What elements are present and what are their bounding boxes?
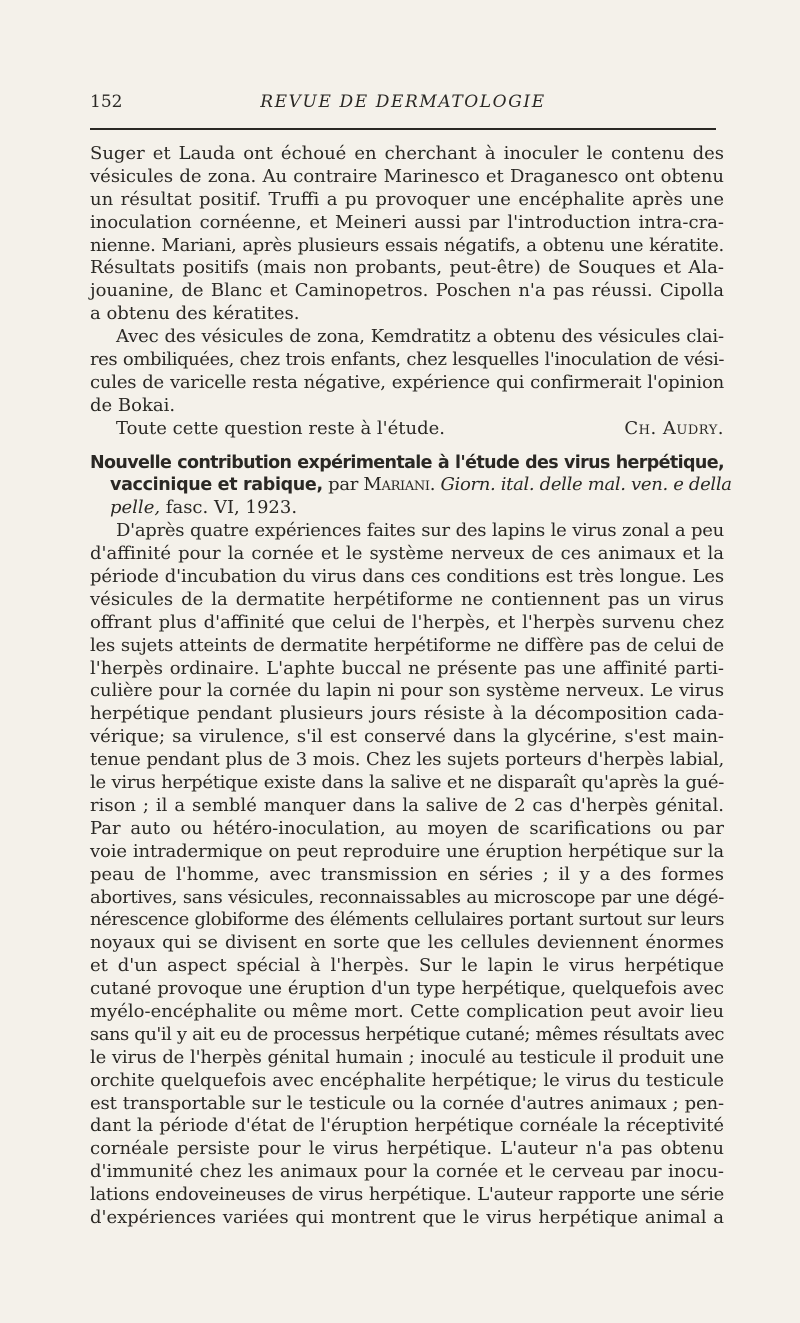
text-line: a obtenu des kératites. [90,303,300,325]
spacer [90,441,724,452]
journal-title: REVUE DE DERMATOLOGIE [260,92,546,112]
article-title-line-1: Nouvelle contribution expérimentale à l'étude des virus herpétique, [90,452,724,473]
section-2 [90,326,724,418]
section-1 [90,143,724,326]
citation-line [90,497,724,520]
closing-line [90,418,724,441]
header-rule [90,128,716,130]
text-line: l'herpès ordinaire. L'aphte buccal ne présente pas une affinité parti- [90,657,724,679]
article-body [90,520,724,1230]
issue: fasc. VI, 1923. [165,497,298,519]
text-line: d'immunité chez les animaux pour la cornée et le cerveau par inocu- [90,1161,724,1183]
text-line: le virus herpétique existe dans la salive et ne disparaît qu'après la gué- [90,772,724,794]
text-line: peau de l'homme, avec transmission en séries ; il y a des formes [90,863,724,885]
text-line: le virus de l'herpès génital humain ; inoculé au testicule il produit une [90,1046,724,1068]
text-line: cutané provoque une éruption d'un type herpétique, quelquefois avec [90,978,724,1000]
text-line: offrant plus d'affinité que celui de l'herpès, et l'herpès survenu chez [90,611,724,633]
text-line: abortives, sans vésicules, reconnaissables au microscope par une dégé- [90,886,724,908]
text-line: période d'incubation du virus dans ces conditions est très longue. Les [90,566,724,588]
text-line: herpétique pendant plusieurs jours résiste à la décomposition cada- [90,703,724,725]
article-title-line-2 [90,474,732,497]
article-title-cont: vaccinique et rabique, [110,475,323,496]
by-word: par [328,474,359,496]
text-line: cornéale persiste pour le virus herpétique. L'auteur n'a pas obtenu [90,1138,724,1160]
content [90,143,732,1230]
closing-text: Toute cette question reste à l'étude. [116,417,446,439]
author: Mariani. [363,474,436,496]
text-line: lations endoveineuses de virus herpétique. L'auteur rapporte une série [90,1184,724,1206]
journal-name-cont: pelle, [110,497,161,519]
text-line: vérique; sa virulence, s'il est conservé dans la glycérine, s'est main- [90,726,724,748]
text-line: un résultat positif. Truffi a pu provoquer une encéphalite après une [90,188,724,210]
text-line: dant la période d'état de l'éruption herpétique cornéale la réceptivité [90,1115,724,1137]
text-line: vésicules de zona. Au contraire Marinesco et Draganesco ont obtenu [90,165,724,187]
text-line: orchite quelquefois avec encéphalite herpétique; le virus du testicule [90,1069,724,1091]
journal-name: Giorn. ital. delle mal. ven. e della [440,474,732,496]
text-line: tenue pendant plus de 3 mois. Chez les sujets porteurs d'herpès labial, [90,749,724,771]
text-line: nérescence globiforme des éléments cellulaires portant surtout sur leurs [90,909,724,931]
text-line: Résultats positifs (mais non probants, peut-être) de Souques et Ala- [90,257,724,279]
text-line: myélo-encéphalite ou même mort. Cette complication peut avoir lieu [90,1000,724,1022]
text-line: Avec des vésicules de zona, Kemdratitz a obtenu des vésicules clai- [116,326,724,348]
text-line: cules de varicelle resta négative, expérience qui confirmerait l'opinion [90,371,724,393]
text-line: rison ; il a semblé manquer dans la salive de 2 cas d'herpès génital. [90,794,724,816]
text-line: inoculation cornéenne, et Meineri aussi par l'introduction intra-cra- [90,211,724,233]
text-line: est transportable sur le testicule ou la cornée d'autres animaux ; pen- [90,1092,724,1114]
page-number: 152 [90,92,123,112]
text-line: nienne. Mariani, après plusieurs essais négatifs, a obtenu une kératite. [90,234,724,256]
text-line: d'expériences variées qui montrent que le virus herpétique animal a [90,1206,724,1228]
signature: Ch. Audry. [624,417,724,439]
text-line: de Bokai. [90,394,176,416]
text-line: Par auto ou hétéro-inoculation, au moyen de scarifications ou par [90,817,724,839]
text-line: noyaux qui se divisent en sorte que les cellules deviennent énormes [90,932,724,954]
text-line: les sujets atteints de dermatite herpétiforme ne diffère pas de celui de [90,634,724,656]
text-line: D'après quatre expériences faites sur des lapins le virus zonal a peu [116,520,724,542]
text-line: jouanine, de Blanc et Caminopetros. Poschen n'a pas réussi. Cipolla [90,280,724,302]
text-line: et d'un aspect spécial à l'herpès. Sur le lapin le virus herpétique [90,955,724,977]
text-line: vésicules de la dermatite herpétiforme ne contiennent pas un virus [90,588,724,610]
text-line: Suger et Lauda ont échoué en cherchant à inoculer le contenu des [90,143,724,164]
text-line: voie intradermique on peut reproduire une éruption herpétique sur la [90,840,724,862]
article-heading [90,452,732,521]
text-line: d'affinité pour la cornée et le système nerveux de ces animaux et la [90,543,724,565]
text-line: sans qu'il y ait eu de processus herpétique cutané; mêmes résultats avec [90,1023,724,1045]
running-header [90,92,716,114]
text-line: culière pour la cornée du lapin ni pour son système nerveux. Le virus [90,680,724,702]
text-line: res ombiliquées, chez trois enfants, chez lesquelles l'inoculation de vési- [90,349,724,371]
